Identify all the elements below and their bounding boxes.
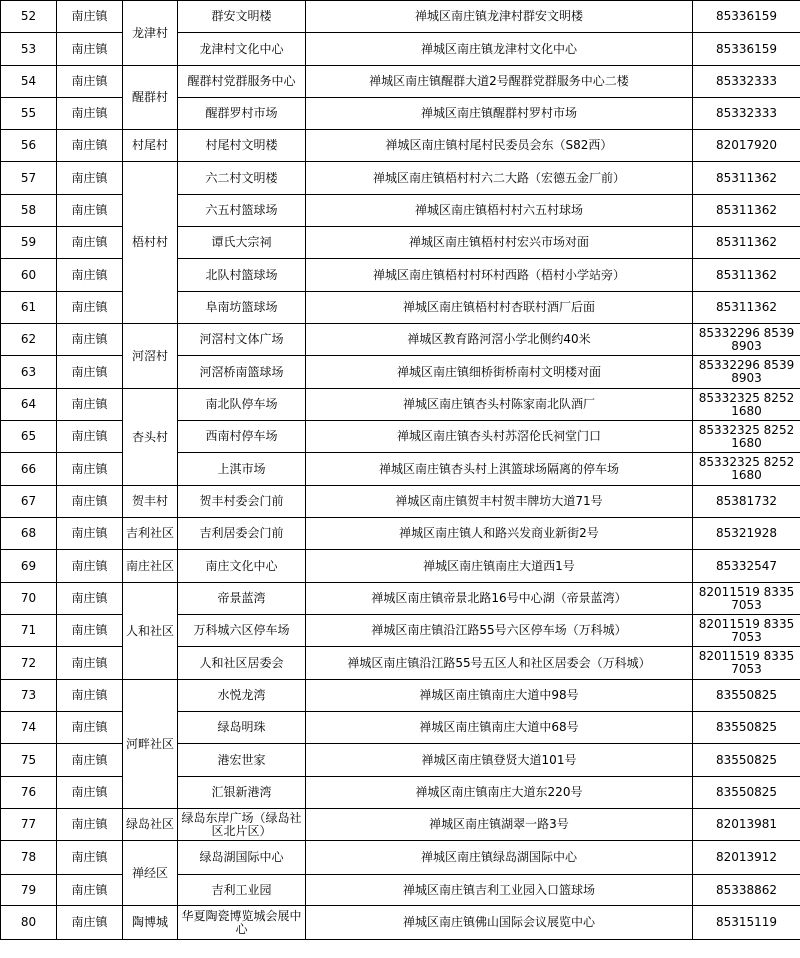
phone-cell: 85332296 85398903 <box>693 356 800 389</box>
table-row <box>1 98 800 130</box>
phone-cell: 85332547 <box>693 550 800 583</box>
address-cell: 禅城区南庄镇南庄大道中98号 <box>306 680 693 712</box>
table-row <box>1 453 800 486</box>
phone-cell: 85321928 <box>693 518 800 550</box>
address-cell: 禅城区教育路河滘小学北侧约40米 <box>306 324 693 356</box>
address-cell: 禅城区南庄镇南庄大道中68号 <box>306 712 693 744</box>
village-cell: 河滘村 <box>123 324 178 389</box>
address-cell: 禅城区南庄镇绿岛湖国际中心 <box>306 841 693 875</box>
row-number: 58 <box>1 195 57 227</box>
table-row <box>1 259 800 292</box>
village-cell: 醒群村 <box>123 66 178 130</box>
table-row <box>1 227 800 259</box>
row-number: 70 <box>1 583 57 615</box>
row-number: 62 <box>1 324 57 356</box>
table-row <box>1 615 800 647</box>
town-cell: 南庄镇 <box>57 259 123 292</box>
address-cell: 禅城区南庄镇湖翠一路3号 <box>306 809 693 841</box>
row-number: 59 <box>1 227 57 259</box>
site-name-cell: 吉利工业园 <box>178 875 306 906</box>
address-cell: 禅城区南庄镇醒群村罗村市场 <box>306 98 693 130</box>
table-row <box>1 583 800 615</box>
address-cell: 禅城区南庄镇杏头村苏滘伦氏祠堂门口 <box>306 421 693 453</box>
town-cell: 南庄镇 <box>57 33 123 66</box>
row-number: 61 <box>1 292 57 324</box>
address-cell: 禅城区南庄镇帝景北路16号中心湖（帝景蓝湾） <box>306 583 693 615</box>
table-row <box>1 518 800 550</box>
table-row <box>1 809 800 841</box>
row-number: 72 <box>1 647 57 680</box>
site-name-cell: 阜南坊篮球场 <box>178 292 306 324</box>
site-name-cell: 帝景蓝湾 <box>178 583 306 615</box>
address-cell: 禅城区南庄镇醒群大道2号醒群党群服务中心二楼 <box>306 66 693 98</box>
table-row <box>1 130 800 162</box>
phone-cell: 85332325 82521680 <box>693 453 800 486</box>
site-name-cell: 绿岛明珠 <box>178 712 306 744</box>
row-number: 69 <box>1 550 57 583</box>
row-number: 64 <box>1 389 57 421</box>
phone-cell: 82011519 83357053 <box>693 615 800 647</box>
row-number: 79 <box>1 875 57 906</box>
site-name-cell: 谭氏大宗祠 <box>178 227 306 259</box>
site-name-cell: 汇银新港湾 <box>178 777 306 809</box>
address-cell: 禅城区南庄镇吉利工业园入口篮球场 <box>306 875 693 906</box>
site-name-cell: 南北队停车场 <box>178 389 306 421</box>
town-cell: 南庄镇 <box>57 486 123 518</box>
town-cell: 南庄镇 <box>57 324 123 356</box>
phone-cell: 85311362 <box>693 195 800 227</box>
village-cell: 禅经区 <box>123 841 178 906</box>
site-name-cell: 港宏世家 <box>178 744 306 777</box>
row-number: 56 <box>1 130 57 162</box>
address-cell: 禅城区南庄镇梧村村环村西路（梧村小学站旁） <box>306 259 693 292</box>
table-row <box>1 712 800 744</box>
village-cell: 南庄社区 <box>123 550 178 583</box>
site-name-cell: 南庄文化中心 <box>178 550 306 583</box>
address-cell: 禅城区南庄镇龙津村群安文明楼 <box>306 1 693 33</box>
town-cell: 南庄镇 <box>57 712 123 744</box>
address-cell: 禅城区南庄镇梧村村杏联村酒厂后面 <box>306 292 693 324</box>
phone-cell: 82013981 <box>693 809 800 841</box>
town-cell: 南庄镇 <box>57 777 123 809</box>
address-cell: 禅城区南庄镇沿江路55号六区停车场（万科城） <box>306 615 693 647</box>
town-cell: 南庄镇 <box>57 518 123 550</box>
address-cell: 禅城区南庄镇南庄大道西1号 <box>306 550 693 583</box>
site-name-cell: 六二村文明楼 <box>178 162 306 195</box>
site-name-cell: 西南村停车场 <box>178 421 306 453</box>
village-cell: 梧村村 <box>123 162 178 324</box>
phone-cell: 85381732 <box>693 486 800 518</box>
site-name-cell: 绿岛东岸广场（绿岛社区北片区） <box>178 809 306 841</box>
row-number: 60 <box>1 259 57 292</box>
site-name-cell: 醒群罗村市场 <box>178 98 306 130</box>
address-cell: 禅城区南庄镇杏头村陈家南北队酒厂 <box>306 389 693 421</box>
town-cell: 南庄镇 <box>57 875 123 906</box>
site-name-cell: 华夏陶瓷博览城会展中心 <box>178 906 306 940</box>
phone-cell: 85332333 <box>693 98 800 130</box>
table-row <box>1 841 800 875</box>
table-row <box>1 33 800 66</box>
town-cell: 南庄镇 <box>57 227 123 259</box>
address-cell: 禅城区南庄镇梧村村宏兴市场对面 <box>306 227 693 259</box>
table-row <box>1 292 800 324</box>
village-cell: 河畔社区 <box>123 680 178 809</box>
village-cell: 贺丰村 <box>123 486 178 518</box>
phone-cell: 83550825 <box>693 744 800 777</box>
site-name-cell: 水悦龙湾 <box>178 680 306 712</box>
town-cell: 南庄镇 <box>57 292 123 324</box>
row-number: 53 <box>1 33 57 66</box>
row-number: 75 <box>1 744 57 777</box>
phone-cell: 85332333 <box>693 66 800 98</box>
row-number: 65 <box>1 421 57 453</box>
village-cell: 杏头村 <box>123 389 178 486</box>
site-name-cell: 人和社区居委会 <box>178 647 306 680</box>
address-cell: 禅城区南庄镇南庄大道东220号 <box>306 777 693 809</box>
table-row <box>1 486 800 518</box>
row-number: 78 <box>1 841 57 875</box>
town-cell: 南庄镇 <box>57 98 123 130</box>
phone-cell: 85338862 <box>693 875 800 906</box>
table-row <box>1 906 800 940</box>
village-cell: 人和社区 <box>123 583 178 680</box>
town-cell: 南庄镇 <box>57 809 123 841</box>
town-cell: 南庄镇 <box>57 906 123 940</box>
town-cell: 南庄镇 <box>57 389 123 421</box>
town-cell: 南庄镇 <box>57 421 123 453</box>
phone-cell: 85332325 82521680 <box>693 389 800 421</box>
site-name-cell: 河滘桥南篮球场 <box>178 356 306 389</box>
row-number: 80 <box>1 906 57 940</box>
table-row <box>1 389 800 421</box>
phone-cell: 85332325 82521680 <box>693 421 800 453</box>
site-name-cell: 绿岛湖国际中心 <box>178 841 306 875</box>
table-row <box>1 744 800 777</box>
address-cell: 禅城区南庄镇梧村村六五村球场 <box>306 195 693 227</box>
phone-cell: 85311362 <box>693 162 800 195</box>
address-cell: 禅城区南庄镇登贤大道101号 <box>306 744 693 777</box>
table-row <box>1 421 800 453</box>
site-name-cell: 村尾村文明楼 <box>178 130 306 162</box>
row-number: 68 <box>1 518 57 550</box>
village-cell: 陶博城 <box>123 906 178 940</box>
town-cell: 南庄镇 <box>57 680 123 712</box>
town-cell: 南庄镇 <box>57 162 123 195</box>
table-row <box>1 324 800 356</box>
phone-cell: 85311362 <box>693 227 800 259</box>
row-number: 52 <box>1 1 57 33</box>
site-name-cell: 河滘村文体广场 <box>178 324 306 356</box>
phone-cell: 85336159 <box>693 1 800 33</box>
site-name-cell: 六五村篮球场 <box>178 195 306 227</box>
address-cell: 禅城区南庄镇贺丰村贺丰牌坊大道71号 <box>306 486 693 518</box>
table-row <box>1 680 800 712</box>
row-number: 55 <box>1 98 57 130</box>
row-number: 54 <box>1 66 57 98</box>
town-cell: 南庄镇 <box>57 615 123 647</box>
village-cell: 村尾村 <box>123 130 178 162</box>
town-cell: 南庄镇 <box>57 1 123 33</box>
town-cell: 南庄镇 <box>57 647 123 680</box>
address-cell: 禅城区南庄镇杏头村上淇篮球场隔离的停车场 <box>306 453 693 486</box>
phone-cell: 82011519 83357053 <box>693 647 800 680</box>
table-row <box>1 66 800 98</box>
village-cell: 绿岛社区 <box>123 809 178 841</box>
row-number: 66 <box>1 453 57 486</box>
phone-cell: 82017920 <box>693 130 800 162</box>
phone-cell: 85315119 <box>693 906 800 940</box>
phone-cell: 83550825 <box>693 712 800 744</box>
village-cell: 吉利社区 <box>123 518 178 550</box>
table-row <box>1 162 800 195</box>
town-cell: 南庄镇 <box>57 130 123 162</box>
town-cell: 南庄镇 <box>57 744 123 777</box>
town-cell: 南庄镇 <box>57 195 123 227</box>
table-row <box>1 356 800 389</box>
row-number: 71 <box>1 615 57 647</box>
address-cell: 禅城区南庄镇龙津村文化中心 <box>306 33 693 66</box>
address-cell: 禅城区南庄镇梧村村六二大路（宏德五金厂前） <box>306 162 693 195</box>
table-body <box>1 1 800 940</box>
phone-cell: 85311362 <box>693 259 800 292</box>
address-cell: 禅城区南庄镇细桥街桥南村文明楼对面 <box>306 356 693 389</box>
row-number: 67 <box>1 486 57 518</box>
site-name-cell: 万科城六区停车场 <box>178 615 306 647</box>
address-cell: 禅城区南庄镇人和路兴发商业新街2号 <box>306 518 693 550</box>
row-number: 74 <box>1 712 57 744</box>
table-row <box>1 195 800 227</box>
row-number: 77 <box>1 809 57 841</box>
table-row <box>1 1 800 33</box>
address-cell: 禅城区南庄镇村尾村民委员会东（S82西） <box>306 130 693 162</box>
row-number: 76 <box>1 777 57 809</box>
phone-cell: 85332296 85398903 <box>693 324 800 356</box>
row-number: 73 <box>1 680 57 712</box>
phone-cell: 83550825 <box>693 777 800 809</box>
town-cell: 南庄镇 <box>57 583 123 615</box>
town-cell: 南庄镇 <box>57 356 123 389</box>
table-row <box>1 875 800 906</box>
site-name-cell: 上淇市场 <box>178 453 306 486</box>
town-cell: 南庄镇 <box>57 550 123 583</box>
site-name-cell: 吉利居委会门前 <box>178 518 306 550</box>
phone-cell: 82013912 <box>693 841 800 875</box>
site-name-cell: 群安文明楼 <box>178 1 306 33</box>
phone-cell: 83550825 <box>693 680 800 712</box>
phone-cell: 82011519 83357053 <box>693 583 800 615</box>
table-row <box>1 647 800 680</box>
site-name-cell: 北队村篮球场 <box>178 259 306 292</box>
phone-cell: 85336159 <box>693 33 800 66</box>
row-number: 63 <box>1 356 57 389</box>
site-name-cell: 贺丰村委会门前 <box>178 486 306 518</box>
site-name-cell: 龙津村文化中心 <box>178 33 306 66</box>
town-cell: 南庄镇 <box>57 841 123 875</box>
table-row <box>1 550 800 583</box>
village-cell: 龙津村 <box>123 1 178 66</box>
town-cell: 南庄镇 <box>57 66 123 98</box>
address-cell: 禅城区南庄镇佛山国际会议展览中心 <box>306 906 693 940</box>
site-name-cell: 醒群村党群服务中心 <box>178 66 306 98</box>
table-row <box>1 777 800 809</box>
phone-cell: 85311362 <box>693 292 800 324</box>
town-cell: 南庄镇 <box>57 453 123 486</box>
row-number: 57 <box>1 162 57 195</box>
address-cell: 禅城区南庄镇沿江路55号五区人和社区居委会（万科城） <box>306 647 693 680</box>
